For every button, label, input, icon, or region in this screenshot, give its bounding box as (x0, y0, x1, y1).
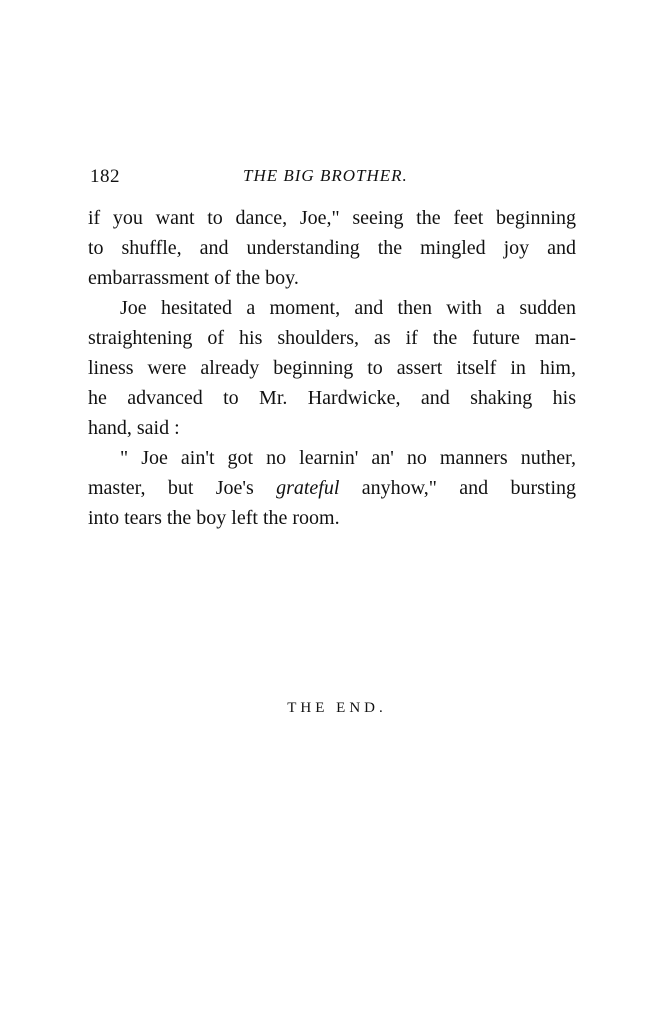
text-line: Joe hesitated a moment, and then with a sudden (120, 297, 576, 319)
text-fragment: master, but Joe's (88, 477, 254, 499)
text-line: liness were already beginning to assert itself in him, (88, 357, 576, 379)
text-line: straightening of his shoulders, as if the future man- (88, 327, 576, 349)
running-title: THE BIG BROTHER. (243, 166, 408, 185)
text-line: to shuffle, and understanding the mingled joy and (88, 237, 576, 259)
italic-word: grateful (276, 477, 340, 499)
text-line: if you want to dance, Joe," seeing the feet beginning (88, 207, 576, 229)
text-fragment: anyhow," and bursting (361, 477, 577, 499)
end-mark: THE END. (287, 700, 387, 716)
body-text (88, 203, 576, 533)
text-line: embarrassment of the boy. (88, 267, 299, 289)
page-number: 182 (90, 166, 120, 187)
text-line: " Joe ain't got no learnin' an' no manners nuther, (120, 447, 576, 469)
text-line: hand, said : (88, 417, 180, 439)
text-line: into tears the boy left the room. (88, 507, 340, 529)
text-line-with-italic (88, 473, 576, 503)
page-header (90, 166, 575, 196)
text-line: he advanced to Mr. Hardwicke, and shaking his (88, 387, 576, 409)
